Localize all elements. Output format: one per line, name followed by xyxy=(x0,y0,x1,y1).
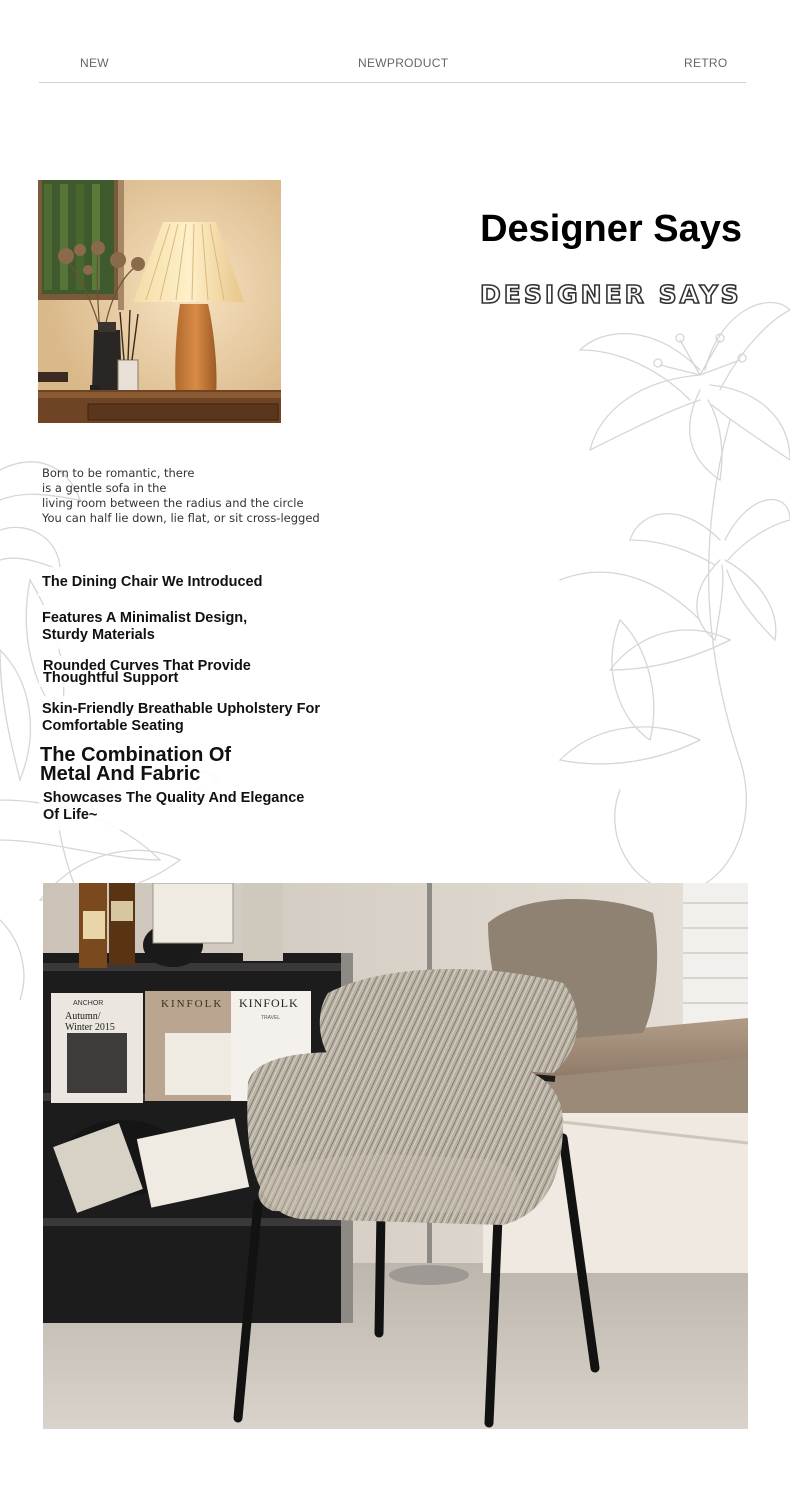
feature-1 xyxy=(38,567,288,596)
feature-line: Comfortable Seating xyxy=(42,718,184,734)
chair-photo xyxy=(43,883,748,1429)
page-subtitle-outline: DESIGNER SAYS xyxy=(480,280,742,309)
top-nav xyxy=(39,0,746,83)
magazine-autumn: Autumn/ Winter 2015 xyxy=(65,1011,115,1033)
feature-line: Skin-Friendly Breathable Upholstery For xyxy=(42,701,320,717)
feature-2 xyxy=(38,605,278,649)
feature-line: Rounded Curves That Provide xyxy=(43,658,251,674)
magazine-travel: TRAVEL xyxy=(261,1015,281,1021)
feature-line: Features A Minimalist Design, xyxy=(42,610,248,626)
feature-line: Metal And Fabric xyxy=(40,763,201,785)
feature-line: The Combination Of xyxy=(40,744,232,766)
lamp-photo xyxy=(38,180,281,423)
intro-paragraph xyxy=(42,466,320,526)
intro-line: living room between the radius and the circle xyxy=(42,496,304,510)
feature-4 xyxy=(38,696,338,740)
magazine-anchor: ANCHOR xyxy=(73,1000,104,1007)
feature-6 xyxy=(39,785,329,830)
feature-line: Sturdy Materials xyxy=(42,627,155,643)
feature-line: Of Life~ xyxy=(43,807,98,823)
feature-5 xyxy=(36,742,266,787)
nav-item-new[interactable]: NEW xyxy=(80,56,109,70)
feature-3 xyxy=(39,656,279,687)
nav-item-retro[interactable]: RETRO xyxy=(684,56,728,70)
magazine-kinfolk-1: KINFOLK xyxy=(161,998,224,1010)
intro-line: Born to be romantic, there xyxy=(42,466,195,480)
intro-line: You can half lie down, lie flat, or sit cross-legged xyxy=(42,511,320,525)
intro-line: is a gentle sofa in the xyxy=(42,481,167,495)
feature-line: The Dining Chair We Introduced xyxy=(42,574,263,590)
feature-line: Thoughtful Support xyxy=(43,670,179,686)
page-title: Designer Says xyxy=(480,208,742,250)
nav-item-newproduct[interactable]: NEWPRODUCT xyxy=(358,56,449,70)
magazine-kinfolk-2: KINFOLK xyxy=(239,996,299,1010)
feature-line: Showcases The Quality And Elegance xyxy=(43,790,305,806)
